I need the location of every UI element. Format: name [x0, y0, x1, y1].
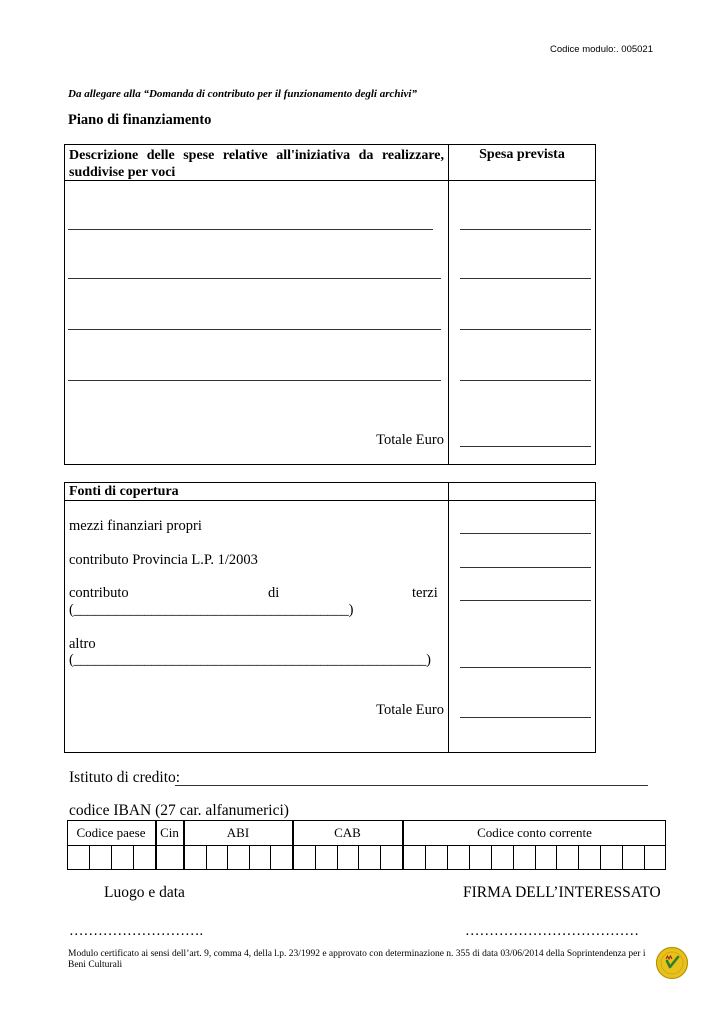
iban-character-cell[interactable] [358, 846, 380, 869]
expense-description-line[interactable] [68, 229, 433, 230]
module-code: Codice modulo:. 005021 [550, 44, 653, 55]
iban-character-cell[interactable] [227, 846, 249, 869]
own-funds-amount-line[interactable] [460, 533, 591, 534]
iban-character-cell[interactable] [535, 846, 557, 869]
iban-character-cell[interactable] [513, 846, 535, 869]
place-date-label: Luogo e data [104, 884, 185, 901]
iban-character-cell[interactable] [293, 846, 315, 869]
third-party-amount-line[interactable] [460, 600, 591, 601]
iban-character-cell[interactable] [184, 846, 206, 869]
iban-character-cell[interactable] [337, 846, 359, 869]
bank-institute-field[interactable] [175, 785, 648, 786]
expense-amount-line[interactable] [460, 380, 591, 381]
iban-character-cell[interactable] [644, 846, 666, 869]
funding-total-label: Totale Euro [376, 702, 444, 718]
province-contribution-amount-line[interactable] [460, 567, 591, 568]
iban-character-cell[interactable] [315, 846, 337, 869]
iban-character-cell[interactable] [469, 846, 491, 869]
iban-character-cell[interactable] [578, 846, 600, 869]
third-party-name-field[interactable]: (_______________________________________) [69, 602, 354, 618]
signature-field[interactable]: ……………………………… [465, 923, 639, 939]
iban-cin-header: Cin [160, 825, 179, 840]
iban-account-header: Codice conto corrente [477, 825, 592, 840]
iban-character-cell[interactable] [622, 846, 644, 869]
iban-label: codice IBAN (27 car. alfanumerici) [69, 802, 289, 819]
section-title: Piano di finanziamento [68, 112, 212, 128]
iban-character-cell[interactable] [447, 846, 469, 869]
expense-description-line[interactable] [68, 329, 441, 330]
iban-character-cell[interactable] [491, 846, 513, 869]
iban-character-cell[interactable] [380, 846, 402, 869]
expenses-total-line[interactable] [460, 446, 591, 447]
other-label: altro [69, 636, 96, 652]
expense-amount-line[interactable] [460, 229, 591, 230]
iban-character-cell[interactable] [89, 846, 111, 869]
expenses-total-label: Totale Euro [376, 432, 444, 448]
signature-label: FIRMA DELL’INTERESSATO [463, 884, 661, 901]
iban-character-cell[interactable] [133, 846, 155, 869]
certification-footer: Modulo certificato ai sensi dell’art. 9, comma 4, della l.p. 23/1992 e approvato con determinazione n. 355 di data 03/06/2014 della Soprintendenza per i Beni Culturali [68, 949, 646, 970]
own-funds-label: mezzi finanziari propri [69, 518, 202, 534]
iban-country-code-header: Codice paese [76, 825, 146, 840]
iban-character-cell[interactable] [67, 846, 89, 869]
expense-amount-line[interactable] [460, 329, 591, 330]
third-party-label-a: contributo [69, 585, 129, 601]
expenses-table [64, 144, 596, 465]
expenses-description-header: Descrizione delle spese relative all'iniziativa da realizzare, suddivise per voci [69, 148, 444, 180]
province-contribution-label: contributo Provincia L.P. 1/2003 [69, 552, 258, 568]
expense-amount-line[interactable] [460, 278, 591, 279]
iban-character-cell[interactable] [249, 846, 271, 869]
other-source-field[interactable]: (__________________________________________________) [69, 652, 431, 668]
bank-institute-label: Istituto di credito: [69, 769, 181, 786]
iban-abi-header: ABI [226, 825, 250, 840]
expenses-amount-header: Spesa prevista [479, 147, 565, 162]
iban-character-cell[interactable] [556, 846, 578, 869]
funding-total-line[interactable] [460, 717, 591, 718]
iban-cab-header: CAB [334, 825, 361, 840]
expenses-column-divider [448, 144, 449, 465]
iban-character-cell[interactable] [425, 846, 447, 869]
intro-note: Da allegare alla “Domanda di contributo per il funzionamento degli archivi” [68, 88, 417, 100]
iban-character-cell[interactable] [403, 846, 425, 869]
iban-character-cell[interactable] [111, 846, 133, 869]
place-date-field[interactable]: ………………………. [69, 923, 204, 939]
iban-character-cell[interactable] [156, 846, 183, 869]
certification-seal-icon [655, 946, 689, 980]
expense-description-line[interactable] [68, 380, 441, 381]
funding-header-divider [64, 500, 596, 501]
third-party-label-b: di [268, 585, 280, 601]
third-party-label-c: terzi [412, 585, 438, 601]
iban-character-cell[interactable] [206, 846, 228, 869]
iban-character-cell[interactable] [600, 846, 622, 869]
funding-column-divider [448, 482, 449, 753]
funding-header: Fonti di copertura [69, 484, 179, 499]
expense-description-line[interactable] [68, 278, 441, 279]
other-amount-line[interactable] [460, 667, 591, 668]
iban-character-cell[interactable] [270, 846, 292, 869]
